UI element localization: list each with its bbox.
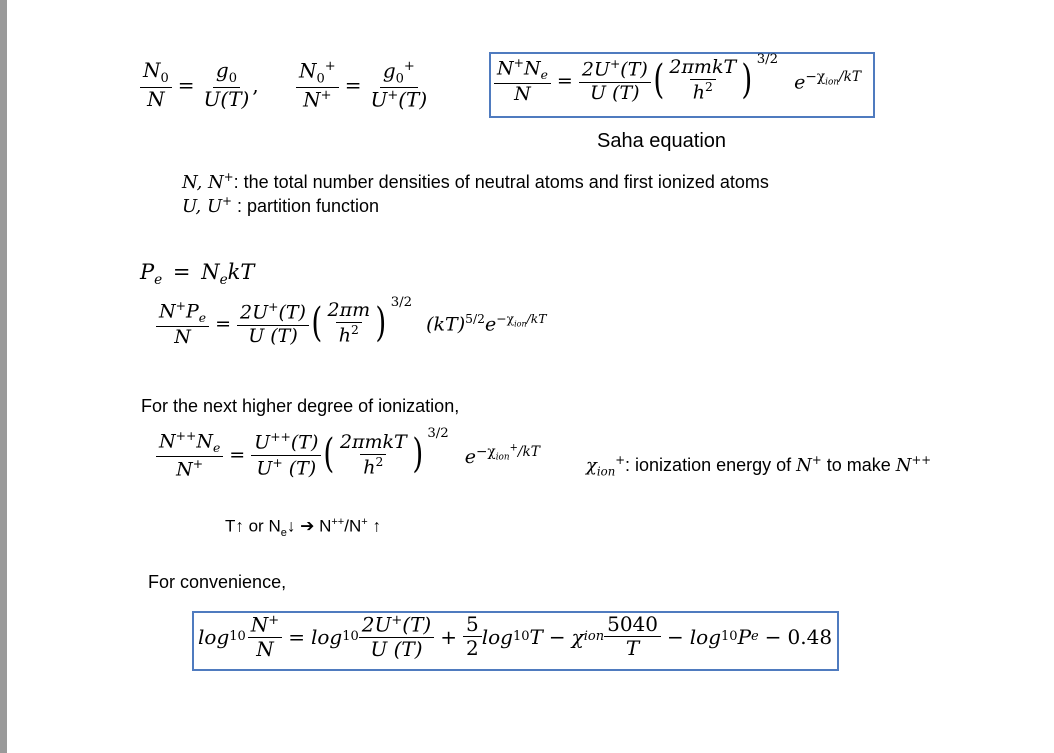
boltzmann-neutral-equation: $\frac{N_0}{N}$ = $\frac{g_0}{U(T)}$ , (140, 60, 259, 110)
number-density-definition: N, N+: the total number densities of neutral atoms and first ionized atoms (182, 170, 769, 193)
saha-pressure-equation: $\frac{N^+P_e}{N}$ = $\frac{2U^+(T)}{U (T)}$ ( $\frac{2\pi m}{h^2}$ ) 3/2 $(kT)^{5/2}e^{-\chi_{ion}/kT}$ (156, 300, 547, 348)
partition-function-definition: U, U+ : partition function (182, 194, 380, 217)
electron-pressure-equation: $P_e = N_ekT$ (140, 260, 255, 289)
left-margin-bar (0, 0, 7, 753)
ionization-trend-text: T↑ or $N_e↓$ ➔ N++/N+ ↑ (225, 516, 381, 540)
log-form-equation: log 10 $\frac{N^+}{N}$ = log 10 $\frac{2U^+(T)}{U (T)}$ + $\frac{5}{2}$ log 10 T − χ ion $\frac{5040}{T}$ − log 10 P e − 0.48 (198, 612, 833, 661)
saha-second-ionization-equation: $\frac{N^{++}N_e}{N^+}$ = $\frac{U^{++}(T)}{U^+ (T)}$ ( $\frac{\text{2πmkT}}{h^2}$ ) 3/2 $e^{-\chi_{ion}^+/kT}$ (156, 430, 540, 480)
chi-ion-definition: $\chi_{ion}^+$: ionization energy of N+ to make N++ (586, 453, 932, 479)
boltzmann-ion-equation: $\frac{N_0^+}{N^+}$ = $\frac{g_0^+}{U^+(T)}$ (296, 60, 430, 111)
saha-equation-label: Saha equation (597, 130, 727, 152)
convenience-text: For convenience, (148, 572, 287, 592)
next-degree-text: For the next higher degree of ionization, (141, 396, 460, 416)
saha-equation: $\frac{N^+N_e}{N}$ = $\frac{2U^+(T)}{U (T)}$ ( $\frac{\text{2πmkT}}{h^2}$ ) 3/2 $e^{-\chi_{ion}/kT}$ (494, 57, 861, 105)
